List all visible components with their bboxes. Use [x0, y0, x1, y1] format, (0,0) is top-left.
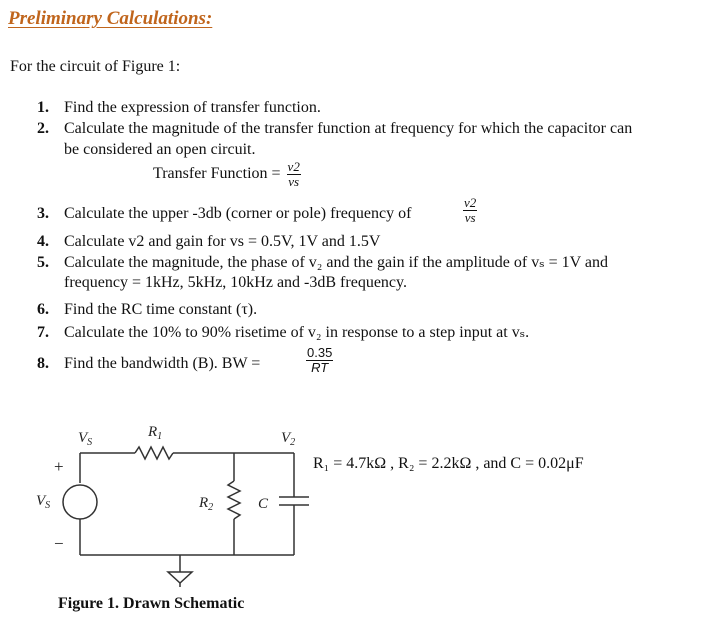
item-text: Calculate the 10% to 90% risetime of v₂ in response to a step input at vₛ.: [64, 324, 530, 341]
item-text: Calculate the magnitude, the phase of v₂ and the gain if the amplitude of vₛ = 1V and: [64, 254, 608, 271]
c-label: C: [258, 496, 269, 512]
vs-top-label: $V_S$: [78, 430, 93, 448]
list-item: [0, 344, 714, 384]
circuit-schematic: [0, 415, 320, 595]
transfer-function-fraction: [287, 160, 301, 189]
corner-frequency-fraction: [463, 196, 477, 225]
component-values: R₁ = 4.7kΩ , R₂ = 2.2kΩ , and C = 0.02μF: [313, 455, 584, 472]
transfer-function-label: Transfer Function =: [153, 165, 281, 183]
r2-label: $R_2$: [199, 495, 214, 513]
ground-symbol: [168, 572, 192, 583]
item-text-continued: be considered an open circuit.: [64, 141, 256, 158]
resistor-r2: [228, 481, 240, 519]
item-text: Calculate the magnitude of the transfer function at frequency for which the capacitor can: [64, 120, 633, 137]
vs-side-label: $V_S$: [36, 493, 51, 511]
list-item: [0, 196, 714, 230]
item-text: Calculate the upper -3db (corner or pole) frequency of: [64, 205, 412, 222]
fraction-denominator: vs: [464, 210, 476, 225]
fraction-numerator: 0.35: [307, 345, 333, 360]
item-text: Find the RC time constant (τ).: [64, 301, 258, 318]
item-text: Find the bandwidth (B). BW =: [64, 355, 261, 372]
item-text: Calculate v2 and gain for vs = 0.5V, 1V and 1.5V: [64, 233, 381, 250]
item-number: 8.: [37, 355, 49, 372]
voltage-source: [63, 485, 97, 519]
item-number: 3.: [37, 205, 49, 222]
fraction-numerator: v2: [464, 195, 477, 210]
v2-label: $V_2$: [281, 430, 296, 448]
item-text-continued: frequency = 1kHz, 5kHz, 10kHz and -3dB frequency.: [64, 274, 407, 291]
fraction-numerator: v2: [287, 159, 300, 174]
item-number: 4.: [37, 233, 49, 250]
intro-text: For the circuit of Figure 1:: [10, 58, 181, 75]
transfer-function-equation: [153, 160, 303, 189]
r1-label: $R_1$: [148, 424, 163, 442]
item-number: 7.: [37, 324, 49, 341]
fraction-denominator: RT: [311, 360, 329, 375]
bandwidth-fraction: [306, 346, 333, 375]
plus-sign: +: [54, 457, 64, 476]
section-heading: Preliminary Calculations:: [8, 8, 213, 29]
item-number: 5.: [37, 254, 49, 271]
item-number: 6.: [37, 301, 49, 318]
resistor-r1: [135, 447, 173, 459]
minus-sign: −: [54, 534, 64, 553]
item-number: 1.: [37, 99, 49, 116]
item-text: Find the expression of transfer function.: [64, 99, 321, 116]
item-number: 2.: [37, 120, 49, 137]
figure-caption: Figure 1. Drawn Schematic: [58, 595, 245, 612]
fraction-denominator: vs: [288, 174, 300, 189]
